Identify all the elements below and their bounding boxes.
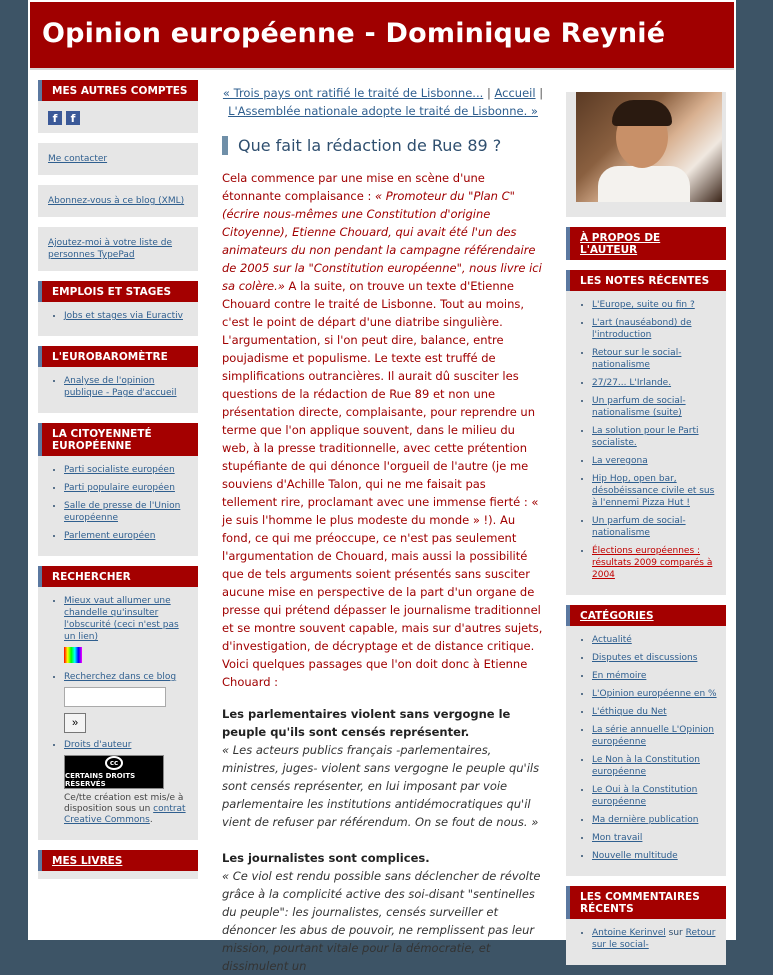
category-link[interactable]: L'éthique du Net xyxy=(592,707,667,717)
recent-post-link[interactable]: Retour sur le social-nationalisme xyxy=(592,348,682,370)
list-item xyxy=(592,652,718,664)
recent-post-link[interactable]: La solution pour le Parti socialiste. xyxy=(592,426,699,448)
category-link[interactable]: En mémoire xyxy=(592,671,647,681)
subheading xyxy=(222,705,544,741)
page xyxy=(28,0,736,973)
list-item xyxy=(592,347,718,371)
list-item xyxy=(592,395,718,419)
list-item xyxy=(592,724,718,748)
blog-title[interactable]: Opinion européenne - Dominique Reynié xyxy=(42,18,666,49)
previous-post-link[interactable]: « Trois pays ont ratifié le traité de Lisbonne... xyxy=(222,86,484,100)
home-link[interactable]: Accueil xyxy=(494,86,536,100)
nav-separator: | xyxy=(539,86,544,100)
list-item xyxy=(64,310,190,322)
quote-block: « Les acteurs publics français -parlementaires, ministres, juges- violent sans vergogne le peuple qu'ils sont censés représenter, en lui imposant par voie parlementaire les institutions antidémocratiques qu'il vient de refuser par référendum. On se fout de nous. » xyxy=(222,743,540,829)
list-item xyxy=(592,784,718,808)
author-photo xyxy=(576,92,722,202)
search-box xyxy=(38,566,198,840)
citizenship-link[interactable]: Parlement européen xyxy=(64,531,156,541)
facebook-icon[interactable]: f xyxy=(66,111,80,125)
category-link[interactable]: Nouvelle multitude xyxy=(592,851,678,861)
jobs-heading: EMPLOIS ET STAGES xyxy=(38,281,198,302)
category-link[interactable]: Mon travail xyxy=(592,833,643,843)
list-item xyxy=(592,515,718,539)
citizenship-list xyxy=(38,464,198,542)
post-paragraph xyxy=(222,169,544,691)
search-list xyxy=(38,595,198,826)
recent-post-link[interactable]: La veregona xyxy=(592,456,648,466)
list-item xyxy=(592,455,718,467)
list-item xyxy=(592,706,718,718)
category-link[interactable]: La série annuelle L'Opinion européenne xyxy=(592,725,714,747)
eurobarometer-list xyxy=(38,375,198,399)
candle-link[interactable]: Mieux vaut allumer une chandelle qu'insulter l'obscurité (ceci n'est pas un lien) xyxy=(64,596,179,642)
cc-text-end: . xyxy=(149,815,153,825)
quote-block: « Ce viol est rendu possible sans déclencher de révolte grâce à la complicité active des soi-disant "sentinelles du peuple": les journalistes, censés surveiller et dénoncer les abus de pouvoir, ne remplissent pas leur mission, pourtant vitale pour la démocratie, et dissimulent un xyxy=(222,869,541,973)
comment-author-link[interactable]: Antoine Kerinvel xyxy=(592,928,666,938)
intro-quote: « Promoteur du "Plan C" (écrire nous-mêmes une Constitution d'origine Citoyenne), Etienne Chouard, qui avait été l'un des animateurs du non pendant la campagne référendaire de 2005 sur la "Constitution européenne", nous livre ici sa colère.» xyxy=(222,189,542,293)
creative-commons-badge[interactable] xyxy=(64,755,164,789)
photo-box xyxy=(566,92,726,217)
cc-icon: cc xyxy=(105,756,123,770)
list-item xyxy=(64,671,190,733)
recent-post-link[interactable]: Un parfum de social-nationalisme (suite) xyxy=(592,396,686,418)
comment-post-link[interactable]: Retour sur le social- xyxy=(592,928,716,950)
blog-banner xyxy=(30,2,734,70)
subheading-text: Les parlementaires violent sans vergogne le peuple qu'ils sont censés représenter. xyxy=(222,707,511,739)
intro-text: Cela commence par une mise en scène d'une étonnante complaisance : xyxy=(222,171,485,203)
about-heading xyxy=(566,227,726,260)
recent-heading: LES NOTES RÉCENTES xyxy=(566,270,726,291)
body-text: A la suite, on trouve un texte d'Etienne Chouard contre le traité de Lisbonne. Tout au moins, c'est le point de départ d'une diatribe singulière. L'argumentation, si l'on peut dire, balance, entre poujadisme et populisme. Le texte est truffé de simplifications outrancières. Il aurait dû susciter les questions de la rédaction de Rue 89 et non une présentation directe, complaisante, pour reprendre un terme que l'on applique souvent, dans le milieu du web, à la presse traditionnelle, avec cette prétention stupéfiante de qui dénonce l'orgueil de l'autre (je me souviens d'Achille Talon, qui ne me faisait pas tellement rire, proclamant avec une immense fierté : « je suis l'homme le plus modeste du monde » !). Au fond, ce qui me préoccupe, ce n'est pas seulement l'argumentation de Chouard, mais aussi la possibilité que de tels arguments soient présentés sans susciter aucune mise en perspective de la part d'un organe de presse qui prétend dépasser le journalisme traditionnel et se montre souvent capable, mais sur d'autres sujets, d'investigation, de décryptage et de distance critique. Voici quelques passages que l'on doit donc à Etienne Chouard : xyxy=(222,279,543,689)
comments-heading: LES COMMENTAIRES RÉCENTS xyxy=(566,886,726,919)
right-sidebar xyxy=(566,84,726,975)
subheading xyxy=(222,849,544,867)
category-link[interactable]: Ma dernière publication xyxy=(592,815,699,825)
list-item xyxy=(592,688,718,700)
recent-post-link[interactable]: Élections européennes : résultats 2009 comparés à 2004 xyxy=(592,546,713,580)
typepad-link[interactable]: Ajoutez-moi à votre liste de personnes TypePad xyxy=(48,238,173,260)
jobs-box xyxy=(38,281,198,336)
search-blog-link[interactable]: Recherchez dans ce blog xyxy=(64,672,177,682)
list-item xyxy=(592,927,718,951)
category-link[interactable]: Le Oui à la Constitution européenne xyxy=(592,785,698,807)
list-item xyxy=(592,850,718,862)
eurobarometer-heading: L'EUROBAROMÈTRE xyxy=(38,346,198,367)
nav-separator: | xyxy=(486,86,491,100)
list-item xyxy=(64,595,190,663)
contact-box xyxy=(38,143,198,175)
list-item xyxy=(592,473,718,509)
citizenship-link[interactable]: Salle de presse de l'Union européenne xyxy=(64,501,181,523)
recent-post-link[interactable]: Hip Hop, open bar, désobéissance civile et sus à l'ennemi Pizza Hut ! xyxy=(592,474,715,508)
main-content xyxy=(222,84,544,975)
copyright-link[interactable]: Droits d'auteur xyxy=(64,740,132,750)
category-link[interactable]: Disputes et discussions xyxy=(592,653,698,663)
list-item xyxy=(592,754,718,778)
subscribe-box xyxy=(38,185,198,217)
list-item xyxy=(64,375,190,399)
list-item xyxy=(64,530,190,542)
cc-license-link[interactable]: contrat Creative Commons xyxy=(64,804,186,825)
search-heading: RECHERCHER xyxy=(38,566,198,587)
recent-post-link[interactable]: 27/27... L'Irlande. xyxy=(592,378,672,388)
recent-post-link[interactable]: L'art (nauséabond) de l'introduction xyxy=(592,318,692,340)
recent-list xyxy=(566,299,726,581)
comments-box xyxy=(566,886,726,965)
categories-link[interactable]: CATÉGORIES xyxy=(580,610,654,622)
list-item xyxy=(592,814,718,826)
cc-notice xyxy=(64,793,190,826)
citizenship-link[interactable]: Parti socialiste européen xyxy=(64,465,175,475)
cc-text: Ce/tte création est mis/e à disposition sous un xyxy=(64,793,184,814)
accounts-box xyxy=(38,80,198,133)
category-link[interactable]: Actualité xyxy=(592,635,632,645)
subscribe-link[interactable]: Abonnez-vous à ce blog (XML) xyxy=(48,196,185,206)
typepad-box xyxy=(38,227,198,271)
eurobarometer-link[interactable]: Analyse de l'opinion publique - Page d'accueil xyxy=(64,376,177,398)
jobs-link[interactable]: Jobs et stages via Euractiv xyxy=(64,311,183,321)
books-link[interactable]: MES LIVRES xyxy=(52,855,123,867)
category-link[interactable]: Le Non à la Constitution européenne xyxy=(592,755,700,777)
cc-badge-label: CERTAINS DROITS RÉSERVÉS xyxy=(65,772,136,788)
list-item xyxy=(64,482,190,494)
categories-heading xyxy=(566,605,726,626)
list-item xyxy=(592,634,718,646)
subheading-text: Les journalistes sont complices. xyxy=(222,851,430,865)
list-item xyxy=(592,317,718,341)
jobs-list xyxy=(38,310,198,322)
eurobarometer-box xyxy=(38,346,198,413)
post-navigation xyxy=(222,84,544,120)
books-box xyxy=(38,850,198,879)
list-item xyxy=(592,425,718,449)
facebook-icon[interactable]: f xyxy=(48,111,62,125)
list-item xyxy=(64,739,190,826)
list-item xyxy=(64,464,190,476)
categories-box xyxy=(566,605,726,876)
search-button[interactable]: » xyxy=(64,713,86,733)
list-item xyxy=(592,670,718,682)
about-box xyxy=(566,227,726,260)
social-icons xyxy=(38,101,198,125)
search-input[interactable] xyxy=(64,687,166,707)
recent-posts-box xyxy=(566,270,726,595)
citizenship-link[interactable]: Parti populaire européen xyxy=(64,483,175,493)
category-link[interactable]: L'Opinion européenne en % xyxy=(592,689,717,699)
citizenship-box xyxy=(38,423,198,556)
list-item xyxy=(592,832,718,844)
recent-post-link[interactable]: L'Europe, suite ou fin ? xyxy=(592,300,695,310)
palette-icon xyxy=(64,647,82,663)
categories-list xyxy=(566,634,726,862)
comments-list xyxy=(566,927,726,951)
contact-link[interactable]: Me contacter xyxy=(48,154,108,164)
list-item xyxy=(592,545,718,581)
citizenship-heading: LA CITOYENNETÉ EUROPÉENNE xyxy=(38,423,198,456)
accounts-heading: MES AUTRES COMPTES xyxy=(38,80,198,101)
post-title: Que fait la rédaction de Rue 89 ? xyxy=(222,136,544,155)
left-sidebar xyxy=(38,80,198,889)
list-item xyxy=(592,299,718,311)
about-link[interactable]: À PROPOS DE L'AUTEUR xyxy=(580,232,661,256)
books-heading xyxy=(38,850,198,871)
list-item xyxy=(592,377,718,389)
next-post-link[interactable]: L'Assemblée nationale adopte le traité de Lisbonne. » xyxy=(228,104,538,118)
list-item xyxy=(64,500,190,524)
recent-post-link[interactable]: Un parfum de social-nationalisme xyxy=(592,516,686,538)
comment-on-text: sur xyxy=(668,928,683,938)
